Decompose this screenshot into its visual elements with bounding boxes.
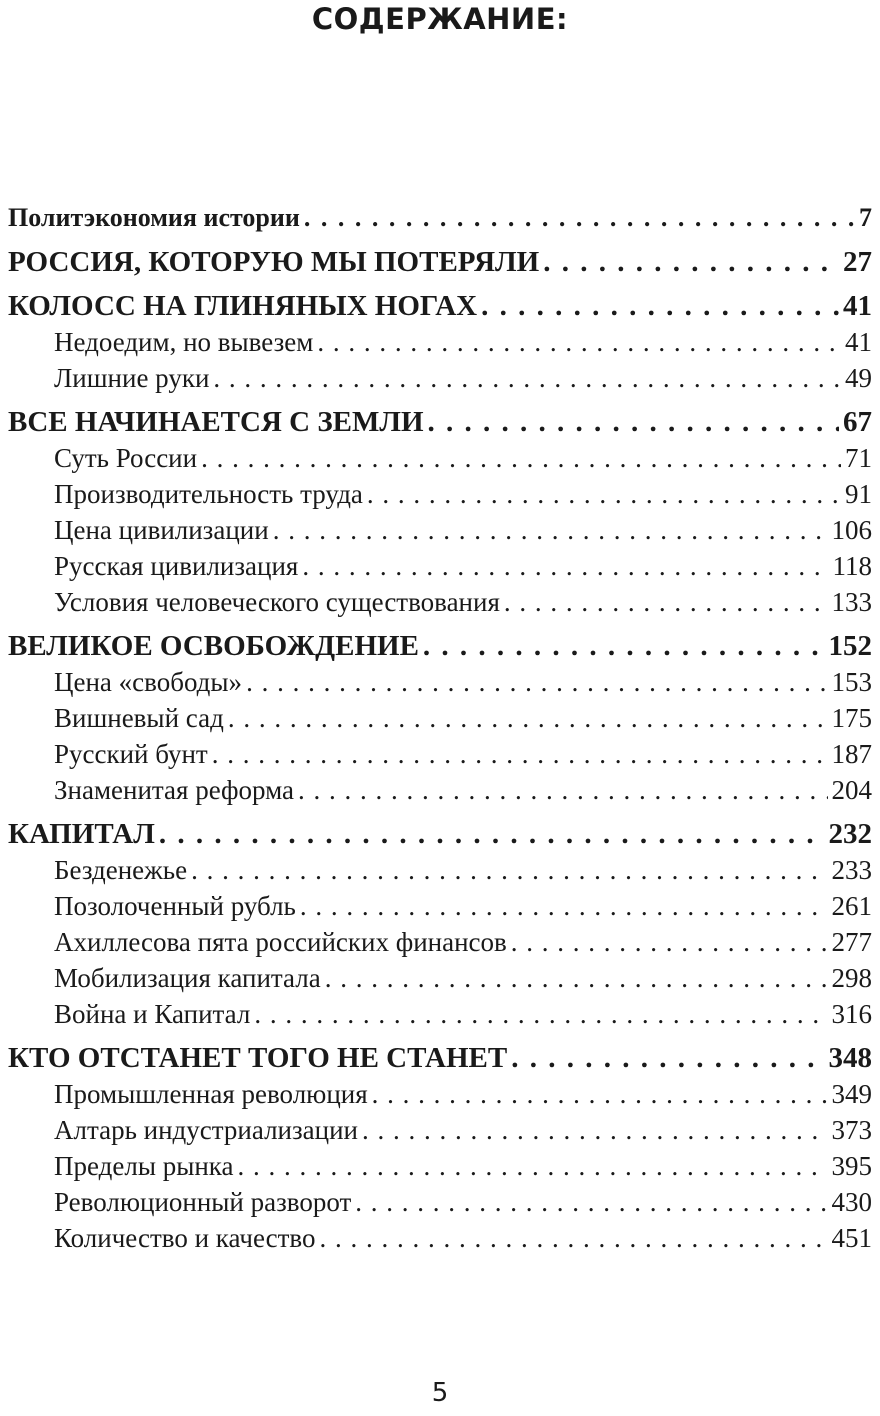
entry-title: Знаменитая реформа xyxy=(54,775,294,805)
toc-chapter-entry xyxy=(8,628,872,664)
dot-leader xyxy=(298,772,828,808)
toc-section-entry xyxy=(8,852,872,888)
toc-section-entry xyxy=(8,1220,872,1256)
entry-title: КАПИТАЛ xyxy=(8,818,155,850)
entry-title: Русский бунт xyxy=(54,739,208,769)
entry-title: Русская цивилизация xyxy=(54,551,299,581)
entry-page-number: 67 xyxy=(843,406,872,438)
entry-title: Война и Капитал xyxy=(54,999,251,1029)
entry-page-number: 261 xyxy=(831,891,872,921)
toc-chapter-entry xyxy=(8,200,872,236)
toc-section-entry xyxy=(8,736,872,772)
entry-title: Производительность труда xyxy=(54,479,363,509)
entry-page-number: 348 xyxy=(828,1042,872,1074)
toc-section-entry xyxy=(8,1076,872,1112)
entry-page-number: 41 xyxy=(845,327,872,357)
entry-title: Промышленная революция xyxy=(54,1079,368,1109)
toc-section-entry xyxy=(8,700,872,736)
entry-page-number: 153 xyxy=(831,667,872,697)
entry-page-number: 187 xyxy=(831,739,872,769)
page-number: 5 xyxy=(431,1378,449,1408)
toc-section-entry xyxy=(8,440,872,476)
dot-leader xyxy=(511,924,828,960)
dot-leader xyxy=(325,960,828,996)
toc-section-entry xyxy=(8,360,872,396)
dot-leader xyxy=(302,548,828,584)
entry-title: КОЛОСС НА ГЛИНЯНЫХ НОГАХ xyxy=(8,290,478,322)
entry-page-number: 118 xyxy=(832,551,872,581)
dot-leader xyxy=(300,888,828,924)
entry-page-number: 277 xyxy=(831,927,872,957)
entry-page-number: 233 xyxy=(831,855,872,885)
entry-page-number: 395 xyxy=(831,1151,872,1181)
dot-leader xyxy=(428,404,839,440)
entry-title: Политэкономия истории xyxy=(8,203,300,232)
dot-leader xyxy=(319,1220,827,1256)
dot-leader xyxy=(246,664,827,700)
toc-chapter-entry xyxy=(8,816,872,852)
toc-chapter-entry xyxy=(8,404,872,440)
entry-title: Позолоченный рубль xyxy=(54,891,296,921)
dot-leader xyxy=(212,736,828,772)
toc-section-entry xyxy=(8,924,872,960)
dot-leader xyxy=(423,628,825,664)
entry-page-number: 49 xyxy=(845,363,872,393)
dot-leader xyxy=(317,324,841,360)
dot-leader xyxy=(362,1112,828,1148)
entry-page-number: 349 xyxy=(831,1079,872,1109)
entry-title: Алтарь индустриализации xyxy=(54,1115,358,1145)
dot-leader xyxy=(504,584,828,620)
entry-page-number: 152 xyxy=(828,630,872,662)
entry-page-number: 133 xyxy=(831,587,872,617)
entry-title: РОССИЯ, КОТОРУЮ МЫ ПОТЕРЯЛИ xyxy=(8,246,540,278)
entry-page-number: 106 xyxy=(831,515,872,545)
toc-chapter-entry xyxy=(8,1040,872,1076)
toc-section-entry xyxy=(8,584,872,620)
entry-page-number: 373 xyxy=(831,1115,872,1145)
entry-title: Вишневый сад xyxy=(54,703,224,733)
dot-leader xyxy=(481,288,839,324)
toc-section-entry xyxy=(8,476,872,512)
entry-page-number: 204 xyxy=(831,775,872,805)
toc-section-entry xyxy=(8,1148,872,1184)
entry-title: ВЕЛИКОЕ ОСВОБОЖДЕНИЕ xyxy=(8,630,419,662)
entry-page-number: 316 xyxy=(831,999,872,1029)
entry-title: Суть России xyxy=(54,443,198,473)
entry-page-number: 7 xyxy=(859,203,872,232)
dot-leader xyxy=(372,1076,828,1112)
entry-page-number: 430 xyxy=(831,1187,872,1217)
entry-page-number: 71 xyxy=(845,443,872,473)
toc-section-entry xyxy=(8,996,872,1032)
entry-page-number: 27 xyxy=(843,246,872,278)
toc-section-entry xyxy=(8,1112,872,1148)
dot-leader xyxy=(159,816,825,852)
entry-page-number: 41 xyxy=(843,290,872,322)
dot-leader xyxy=(367,476,841,512)
dot-leader xyxy=(201,440,841,476)
entry-page-number: 232 xyxy=(828,818,872,850)
entry-title: Недоедим, но вывезем xyxy=(54,327,314,357)
entry-title: Цена «свободы» xyxy=(54,667,243,697)
entry-title: Условия человеческого существования xyxy=(54,587,500,617)
entry-title: Революционный разворот xyxy=(54,1187,352,1217)
dot-leader xyxy=(191,852,827,888)
toc-section-entry xyxy=(8,888,872,924)
toc-chapter-entry xyxy=(8,244,872,280)
dot-leader xyxy=(511,1040,824,1076)
toc-section-entry xyxy=(8,664,872,700)
toc-chapter-entry xyxy=(8,288,872,324)
entry-title: Ахиллесова пята российских финансов xyxy=(54,927,507,957)
toc-section-entry xyxy=(8,548,872,584)
table-of-contents xyxy=(8,200,872,1256)
entry-page-number: 91 xyxy=(845,479,872,509)
entry-title: Мобилизация капитала xyxy=(54,963,321,993)
toc-section-entry xyxy=(8,512,872,548)
entry-title: КТО ОТСТАНЕТ ТОГО НЕ СТАНЕТ xyxy=(8,1042,508,1074)
dot-leader xyxy=(213,360,841,396)
entry-page-number: 451 xyxy=(831,1223,872,1253)
entry-title: Безденежье xyxy=(54,855,188,885)
entry-title: Лишние руки xyxy=(54,363,210,393)
entry-title: Количество и качество xyxy=(54,1223,316,1253)
dot-leader xyxy=(238,1148,828,1184)
toc-section-entry xyxy=(8,772,872,808)
dot-leader xyxy=(304,200,855,236)
dot-leader xyxy=(273,512,828,548)
entry-title: ВСЕ НАЧИНАЕТСЯ С ЗЕМЛИ xyxy=(8,406,424,438)
toc-section-entry xyxy=(8,324,872,360)
toc-section-entry xyxy=(8,960,872,996)
entry-page-number: 175 xyxy=(831,703,872,733)
entry-title: Цена цивилизации xyxy=(54,515,269,545)
dot-leader xyxy=(254,996,827,1032)
dot-leader xyxy=(228,700,828,736)
dot-leader xyxy=(355,1184,827,1220)
page-title: СОДЕРЖАНИЕ: xyxy=(311,2,569,36)
toc-section-entry xyxy=(8,1184,872,1220)
entry-page-number: 298 xyxy=(831,963,872,993)
entry-title: Пределы рынка xyxy=(54,1151,234,1181)
dot-leader xyxy=(543,244,839,280)
